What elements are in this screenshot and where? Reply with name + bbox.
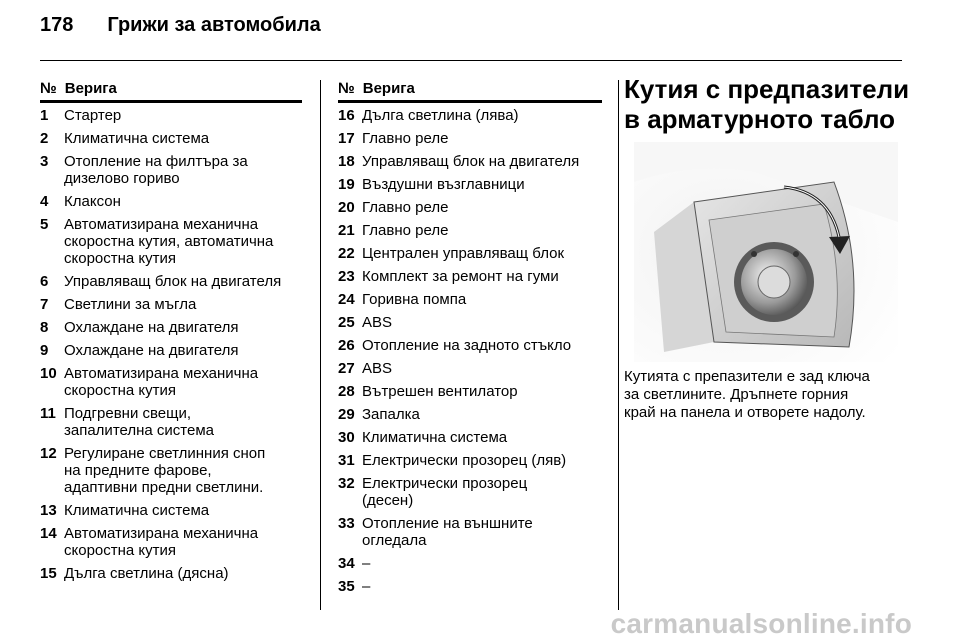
table-row [40,107,302,124]
table-row [40,153,302,187]
fuse-number: 34 [338,555,355,572]
fuse-number: 18 [338,153,355,170]
table-row [338,452,602,469]
column-divider [320,80,321,610]
fuse-circuit: Дълга светлина (дясна) [64,565,229,582]
fuse-circuit: Електрически прозорец (ляв) [362,452,567,469]
fuse-circuit: Отопление на филтъра за дизелово гориво [64,153,248,187]
table-header-number: № [338,80,355,97]
table-row [40,273,302,290]
fuse-circuit: Запалка [362,406,420,423]
fuse-circuit: Комплект за ремонт на гуми [362,268,559,285]
fuse-circuit: ABS [362,360,393,377]
fuse-circuit: – [362,555,371,572]
table-row [338,153,602,170]
fuse-number: 13 [40,502,57,519]
table-row [338,268,602,285]
fuse-circuit: – [362,578,371,595]
table-header [338,80,602,103]
table-row [40,342,302,359]
fuse-number: 19 [338,176,355,193]
fuse-number: 9 [40,342,49,359]
fuse-circuit: Централен управляващ блок [362,245,565,262]
table-row [338,360,602,377]
fuse-circuit: Главно реле [362,130,449,147]
fuse-number: 30 [338,429,355,446]
table-row [338,199,602,216]
fuse-circuit: Управляващ блок на двигателя [362,153,580,170]
table-row [40,405,302,439]
table-header-circuit: Верига [362,80,415,97]
table-row [40,216,302,267]
fuse-table-column-1 [40,80,302,588]
table-row [338,176,602,193]
fuse-number: 28 [338,383,355,400]
fuse-number: 5 [40,216,49,233]
fuse-circuit: ABS [362,314,393,331]
fuse-box-section [620,74,912,422]
table-row [338,314,602,331]
fuse-number: 7 [40,296,49,313]
table-row [338,555,602,572]
fuse-circuit: Електрически прозорец (десен) [362,475,528,509]
fuse-circuit: Горивна помпа [362,291,467,308]
fuse-circuit: Клаксон [64,193,121,210]
table-row [338,383,602,400]
fuse-circuit: Автоматизирана механична скоростна кутия [64,365,259,399]
table-row [40,130,302,147]
fuse-circuit: Автоматизирана механична скоростна кутия, автоматична скоростна кутия [64,216,274,267]
table-row [40,502,302,519]
table-header-circuit: Верига [64,80,117,97]
table-row [338,107,602,124]
fuse-circuit: Регулиране светлинния сноп на предните фарове, адаптивни предни светлини. [64,445,266,496]
fuse-number: 16 [338,107,355,124]
watermark: carmanualsonline.info [610,608,912,639]
fuse-number: 14 [40,525,57,542]
fuse-number: 3 [40,153,49,170]
fuse-circuit: Главно реле [362,222,449,239]
page-header [40,14,321,37]
table-row [338,222,602,239]
table-row [338,429,602,446]
fuse-number: 26 [338,337,355,354]
fuse-circuit: Въздушни възглавници [362,176,525,193]
page-number: 178 [40,14,74,36]
table-row [338,475,602,509]
table-row [338,291,602,308]
fuse-number: 21 [338,222,355,239]
table-header-number: № [40,80,57,97]
fuse-number: 24 [338,291,355,308]
fuse-number: 33 [338,515,355,532]
fuse-rows [40,107,302,582]
column-divider [618,80,619,610]
fuse-circuit: Отопление на задното стъкло [362,337,572,354]
fuse-number: 15 [40,565,57,582]
fuse-number: 12 [40,445,57,462]
fuse-circuit: Автоматизирана механична скоростна кутия [64,525,259,559]
fuse-number: 23 [338,268,355,285]
table-row [40,319,302,336]
table-row [338,337,602,354]
fuse-number: 22 [338,245,355,262]
fuse-number: 1 [40,107,49,124]
fuse-number: 31 [338,452,355,469]
fuse-circuit: Дълга светлина (лява) [362,107,519,124]
table-row [40,296,302,313]
table-row [338,406,602,423]
fuse-number: 29 [338,406,355,423]
fuse-number: 11 [40,405,56,422]
header-rule [40,60,902,61]
fuse-circuit: Климатична система [64,502,210,519]
fuse-circuit: Светлини за мъгла [64,296,197,313]
table-row [338,578,602,595]
fuse-circuit: Подгревни свещи, запалителна система [64,405,214,439]
figure-caption: Кутията с препазители е зад ключа за светлините. Дръпнете горния край на панела и отворете надолу. [624,368,870,421]
table-header [40,80,302,103]
fuse-number: 4 [40,193,49,210]
fuse-number: 32 [338,475,355,492]
fuse-circuit: Управляващ блок на двигателя [64,273,282,290]
fuse-number: 8 [40,319,49,336]
table-row [40,445,302,496]
fuse-number: 20 [338,199,355,216]
fuse-number: 17 [338,130,355,147]
fuse-circuit: Стартер [64,107,122,124]
table-row [338,245,602,262]
fuse-number: 35 [338,578,355,595]
fuse-number: 10 [40,365,57,382]
page-title: Грижи за автомобила [107,14,321,36]
table-row [338,130,602,147]
fuse-number: 2 [40,130,49,147]
fuse-circuit: Климатична система [64,130,210,147]
fuse-circuit: Охлаждане на двигателя [64,319,239,336]
table-row [338,515,602,549]
table-row [40,565,302,582]
section-title: Кутия с предпазители в арматурното табло [624,74,910,134]
fuse-box-illustration [634,142,898,362]
fuse-number: 27 [338,360,355,377]
fuse-circuit: Климатична система [362,429,508,446]
fuse-number: 25 [338,314,355,331]
fuse-circuit: Отопление на външните огледала [362,515,533,549]
fuse-rows [338,107,602,595]
table-row [40,365,302,399]
fuse-circuit: Главно реле [362,199,449,216]
fuse-table-column-2 [338,80,602,601]
fuse-circuit: Вътрешен вентилатор [362,383,518,400]
table-row [40,525,302,559]
fuse-circuit: Охлаждане на двигателя [64,342,239,359]
fuse-number: 6 [40,273,49,290]
table-row [40,193,302,210]
